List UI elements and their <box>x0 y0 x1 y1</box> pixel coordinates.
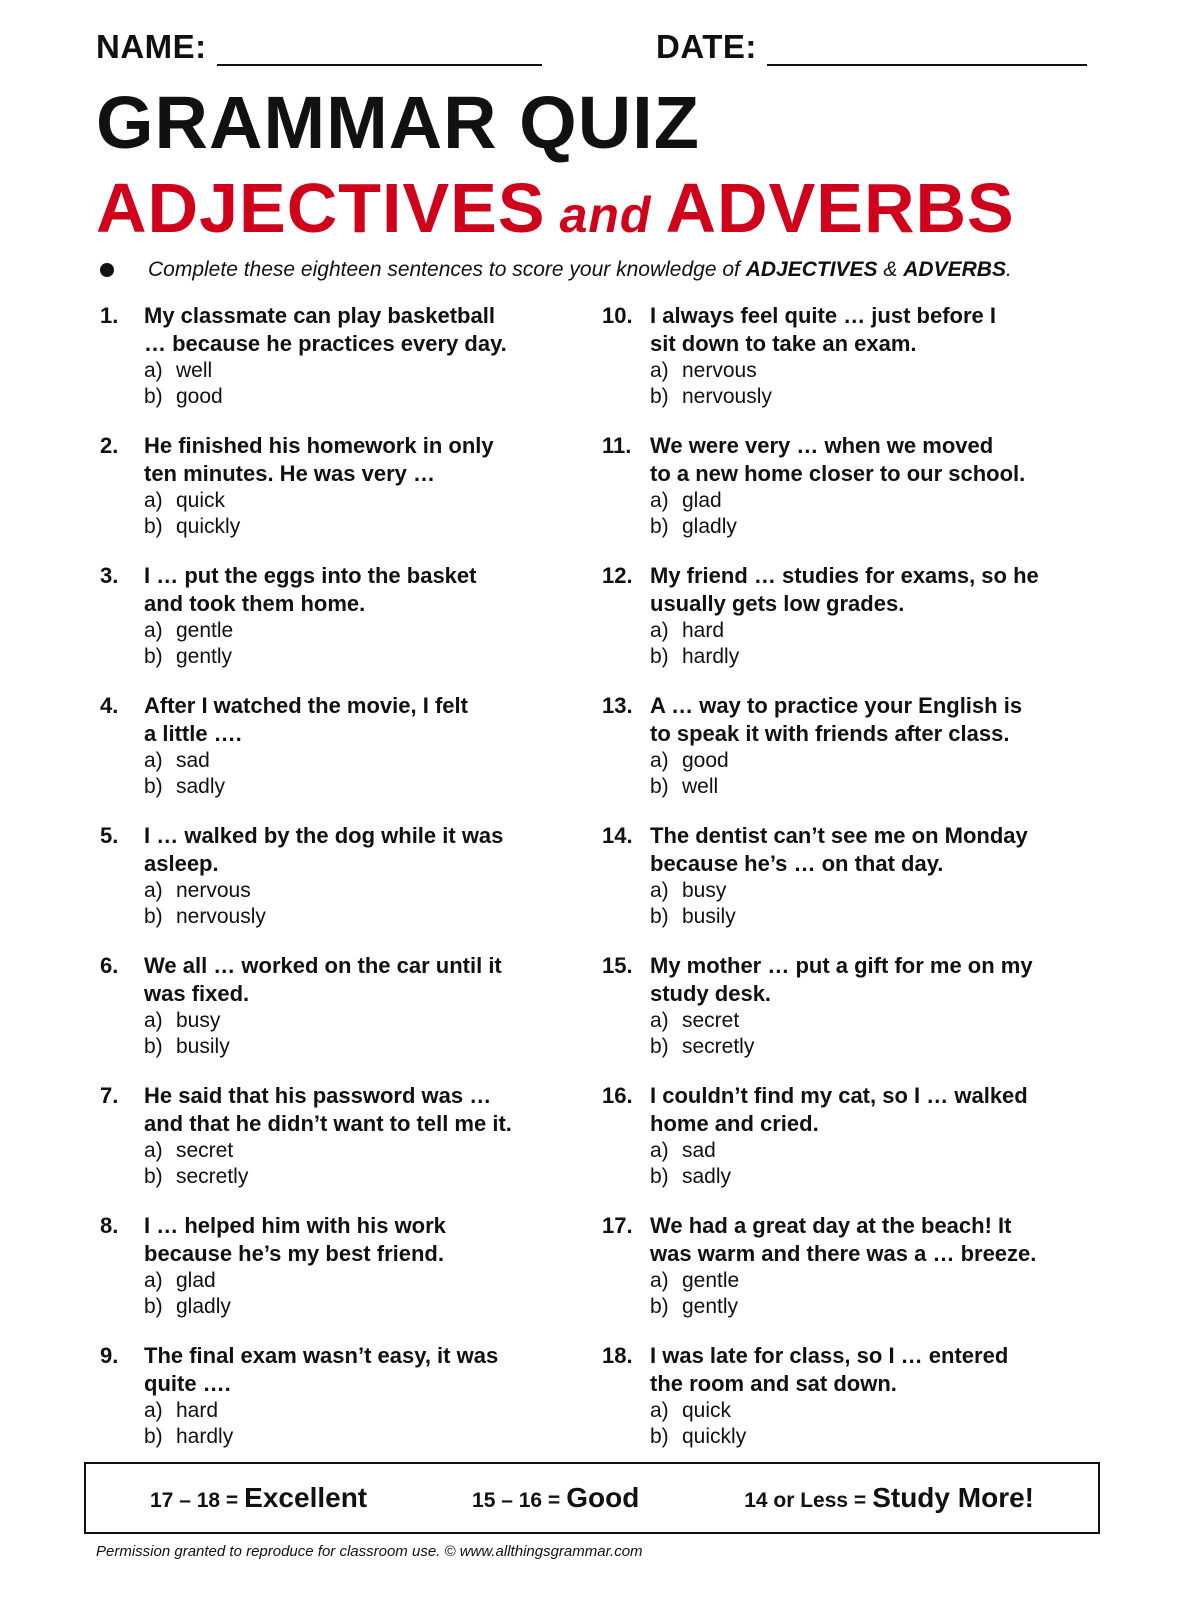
option-b[interactable] <box>144 1164 598 1190</box>
option-letter: b) <box>144 645 163 668</box>
date-field[interactable] <box>656 28 1087 66</box>
question-item <box>96 1082 598 1212</box>
question-text-line2: study desk. <box>650 981 772 1006</box>
question-text-line2: the room and sat down. <box>650 1371 897 1396</box>
option-letter: b) <box>650 775 669 798</box>
question-number: 16. <box>602 1083 633 1108</box>
option-a[interactable] <box>144 618 598 644</box>
question-text-line2: quite …. <box>144 1371 231 1396</box>
option-a[interactable] <box>650 1398 1096 1424</box>
score-study-more: 14 or Less = Study More! <box>744 1482 1034 1513</box>
question-text-line1: After I watched the movie, I felt <box>144 693 468 718</box>
question-text-line1: I … put the eggs into the basket <box>144 563 477 588</box>
bullet-icon <box>100 263 114 277</box>
option-b[interactable] <box>144 774 598 800</box>
option-b[interactable] <box>144 384 598 410</box>
question-text-line1: We all … worked on the car until it <box>144 953 502 978</box>
option-text: sad <box>176 749 210 772</box>
question-text-line2: and took them home. <box>144 591 366 616</box>
option-text: glad <box>176 1269 216 1292</box>
option-letter: a) <box>144 1399 163 1422</box>
option-letter: a) <box>144 619 163 642</box>
question-text-line1: I was late for class, so I … entered <box>650 1343 1009 1368</box>
option-text: gladly <box>176 1295 231 1318</box>
question-item <box>598 952 1096 1082</box>
option-text: busy <box>176 1009 221 1032</box>
option-a[interactable] <box>144 878 598 904</box>
question-item <box>96 432 598 562</box>
option-b[interactable] <box>144 1424 598 1450</box>
option-text: nervous <box>682 359 757 382</box>
option-b[interactable] <box>650 514 1096 540</box>
question-text-line1: The final exam wasn’t easy, it was <box>144 1343 499 1368</box>
date-label: DATE: <box>656 28 757 65</box>
option-a[interactable] <box>650 358 1096 384</box>
option-letter: b) <box>144 905 163 928</box>
option-letter: a) <box>650 1009 669 1032</box>
option-text: hardly <box>176 1425 234 1448</box>
question-item <box>598 692 1096 822</box>
option-letter: a) <box>144 489 163 512</box>
option-text: quickly <box>682 1425 747 1448</box>
question-number: 14. <box>602 823 633 848</box>
option-letter: a) <box>144 1269 163 1292</box>
option-text: gently <box>176 645 233 668</box>
option-letter: a) <box>144 1009 163 1032</box>
instruction <box>96 258 1106 282</box>
option-a[interactable] <box>144 748 598 774</box>
option-text: hard <box>682 619 725 642</box>
option-letter: b) <box>650 645 669 668</box>
option-text: busily <box>682 905 736 928</box>
question-number: 18. <box>602 1343 633 1368</box>
question-item <box>598 1212 1096 1342</box>
question-item <box>96 562 598 692</box>
option-text: gently <box>682 1295 739 1318</box>
question-number: 2. <box>100 433 119 458</box>
question-number: 13. <box>602 693 633 718</box>
question-text-line1: He said that his password was … <box>144 1083 492 1108</box>
option-letter: b) <box>144 1165 163 1188</box>
option-text: nervous <box>176 879 251 902</box>
option-a[interactable] <box>650 878 1096 904</box>
option-letter: a) <box>144 1139 163 1162</box>
option-letter: a) <box>650 749 669 772</box>
option-a[interactable] <box>650 748 1096 774</box>
option-b[interactable] <box>144 644 598 670</box>
option-a[interactable] <box>144 488 598 514</box>
question-text-line1: A … way to practice your English is <box>650 693 1023 718</box>
name-label: NAME: <box>96 28 207 65</box>
option-letter: a) <box>650 1269 669 1292</box>
option-text: secret <box>176 1139 234 1162</box>
option-b[interactable] <box>144 904 598 930</box>
score-good: 15 – 16 = Good <box>472 1482 640 1513</box>
question-number: 1. <box>100 303 119 328</box>
question-text-line2: asleep. <box>144 851 219 876</box>
option-b[interactable] <box>650 1424 1096 1450</box>
option-b[interactable] <box>650 1294 1096 1320</box>
option-letter: b) <box>144 1035 163 1058</box>
option-text: quick <box>176 489 226 512</box>
question-item <box>96 1342 598 1472</box>
option-letter: b) <box>650 1035 669 1058</box>
option-text: good <box>682 749 729 772</box>
page-title: GRAMMAR QUIZ <box>96 81 700 164</box>
question-text-line2: was warm and there was a … breeze. <box>650 1241 1037 1266</box>
option-b[interactable] <box>650 904 1096 930</box>
option-a[interactable] <box>144 358 598 384</box>
question-text-line1: He finished his homework in only <box>144 433 494 458</box>
question-item <box>598 432 1096 562</box>
option-letter: a) <box>650 619 669 642</box>
question-text-line2: sit down to take an exam. <box>650 331 917 356</box>
question-text-line2: was fixed. <box>144 981 250 1006</box>
option-letter: a) <box>144 749 163 772</box>
header-row <box>96 22 1104 66</box>
question-item <box>96 302 598 432</box>
option-letter: b) <box>144 515 163 538</box>
question-item <box>598 822 1096 952</box>
date-blank-line[interactable] <box>767 34 1087 66</box>
option-text: gentle <box>682 1269 740 1292</box>
option-letter: a) <box>650 1139 669 1162</box>
question-text-line2: a little …. <box>144 721 242 746</box>
question-number: 7. <box>100 1083 119 1108</box>
question-item <box>96 952 598 1082</box>
question-number: 9. <box>100 1343 119 1368</box>
score-excellent: 17 – 18 = Excellent <box>150 1482 368 1513</box>
question-text-line1: I … walked by the dog while it was <box>144 823 504 848</box>
question-text-line1: The dentist can’t see me on Monday <box>650 823 1028 848</box>
option-text: busily <box>176 1035 230 1058</box>
question-number: 12. <box>602 563 633 588</box>
option-a[interactable] <box>144 1268 598 1294</box>
option-b[interactable] <box>650 774 1096 800</box>
option-text: secret <box>682 1009 740 1032</box>
option-letter: b) <box>144 1295 163 1318</box>
question-text-line1: We were very … when we moved <box>650 433 994 458</box>
option-a[interactable] <box>144 1008 598 1034</box>
question-item <box>96 1212 598 1342</box>
option-letter: b) <box>144 385 163 408</box>
option-b[interactable] <box>144 1294 598 1320</box>
option-text: nervously <box>682 385 772 408</box>
option-b[interactable] <box>650 384 1096 410</box>
option-letter: b) <box>650 1165 669 1188</box>
option-letter: a) <box>650 489 669 512</box>
name-field[interactable] <box>96 28 556 66</box>
question-number: 3. <box>100 563 119 588</box>
question-text-line2: to a new home closer to our school. <box>650 461 1026 486</box>
question-text-line2: ten minutes. He was very … <box>144 461 435 486</box>
question-item <box>598 1082 1096 1212</box>
question-text-line2: because he’s … on that day. <box>650 851 944 876</box>
question-number: 6. <box>100 953 119 978</box>
option-letter: a) <box>650 359 669 382</box>
option-text: well <box>176 359 213 382</box>
question-number: 17. <box>602 1213 633 1238</box>
question-item <box>598 1342 1096 1472</box>
option-letter: b) <box>144 1425 163 1448</box>
option-a[interactable] <box>650 1008 1096 1034</box>
question-item <box>598 302 1096 432</box>
question-text-line2: and that he didn’t want to tell me it. <box>144 1111 512 1136</box>
option-letter: a) <box>650 1399 669 1422</box>
question-number: 4. <box>100 693 119 718</box>
footer-permission: Permission granted to reproduce for classroom use. © www.allthingsgrammar.com <box>96 1543 643 1560</box>
topic-title <box>96 168 1015 248</box>
score-key <box>84 1462 1100 1534</box>
option-text: sad <box>682 1139 716 1162</box>
option-letter: b) <box>650 1295 669 1318</box>
option-a[interactable] <box>650 488 1096 514</box>
option-b[interactable] <box>650 1164 1096 1190</box>
option-letter: b) <box>650 385 669 408</box>
option-letter: b) <box>650 905 669 928</box>
question-text-line2: because he’s my best friend. <box>144 1241 444 1266</box>
option-a[interactable] <box>144 1398 598 1424</box>
question-number: 8. <box>100 1213 119 1238</box>
option-text: gladly <box>682 515 737 538</box>
instruction-text: Complete these eighteen sentences to score your knowledge of ADJECTIVES & ADVERBS. <box>148 258 1012 281</box>
option-text: quickly <box>176 515 241 538</box>
option-b[interactable] <box>650 644 1096 670</box>
option-b[interactable] <box>144 514 598 540</box>
question-text-line2: to speak it with friends after class. <box>650 721 1010 746</box>
question-number: 10. <box>602 303 633 328</box>
option-text: secretly <box>176 1165 249 1188</box>
topic-adjectives: ADJECTIVES <box>96 169 546 247</box>
option-b[interactable] <box>650 1034 1096 1060</box>
question-text-line1: I always feel quite … just before I <box>650 303 996 328</box>
option-letter: a) <box>144 359 163 382</box>
option-b[interactable] <box>144 1034 598 1060</box>
question-text-line1: My mother … put a gift for me on my <box>650 953 1033 978</box>
name-blank-line[interactable] <box>217 34 542 66</box>
question-text-line2: … because he practices every day. <box>144 331 507 356</box>
option-letter: a) <box>650 879 669 902</box>
question-grid <box>96 302 1096 1472</box>
option-text: well <box>682 775 719 798</box>
option-a[interactable] <box>650 618 1096 644</box>
topic-adverbs: ADVERBS <box>665 169 1015 247</box>
question-number: 11. <box>602 433 632 458</box>
option-text: glad <box>682 489 722 512</box>
option-text: busy <box>682 879 727 902</box>
option-text: good <box>176 385 223 408</box>
option-a[interactable] <box>650 1268 1096 1294</box>
option-text: hard <box>176 1399 219 1422</box>
option-a[interactable] <box>144 1138 598 1164</box>
question-text-line1: We had a great day at the beach! It <box>650 1213 1012 1238</box>
option-text: quick <box>682 1399 732 1422</box>
question-item <box>96 692 598 822</box>
question-item <box>598 562 1096 692</box>
topic-and: and <box>559 187 652 243</box>
option-text: secretly <box>682 1035 755 1058</box>
option-a[interactable] <box>650 1138 1096 1164</box>
question-text-line2: usually gets low grades. <box>650 591 905 616</box>
option-text: nervously <box>176 905 266 928</box>
question-text-line2: home and cried. <box>650 1111 819 1136</box>
option-text: gentle <box>176 619 234 642</box>
option-text: hardly <box>682 645 740 668</box>
option-letter: b) <box>650 1425 669 1448</box>
option-letter: b) <box>650 515 669 538</box>
question-number: 5. <box>100 823 119 848</box>
question-item <box>96 822 598 952</box>
question-text-line1: I couldn’t find my cat, so I … walked <box>650 1083 1028 1108</box>
option-letter: b) <box>144 775 163 798</box>
question-number: 15. <box>602 953 633 978</box>
question-text-line1: My friend … studies for exams, so he <box>650 563 1039 588</box>
option-text: sadly <box>682 1165 732 1188</box>
option-letter: a) <box>144 879 163 902</box>
question-text-line1: I … helped him with his work <box>144 1213 446 1238</box>
option-text: sadly <box>176 775 226 798</box>
question-text-line1: My classmate can play basketball <box>144 303 495 328</box>
